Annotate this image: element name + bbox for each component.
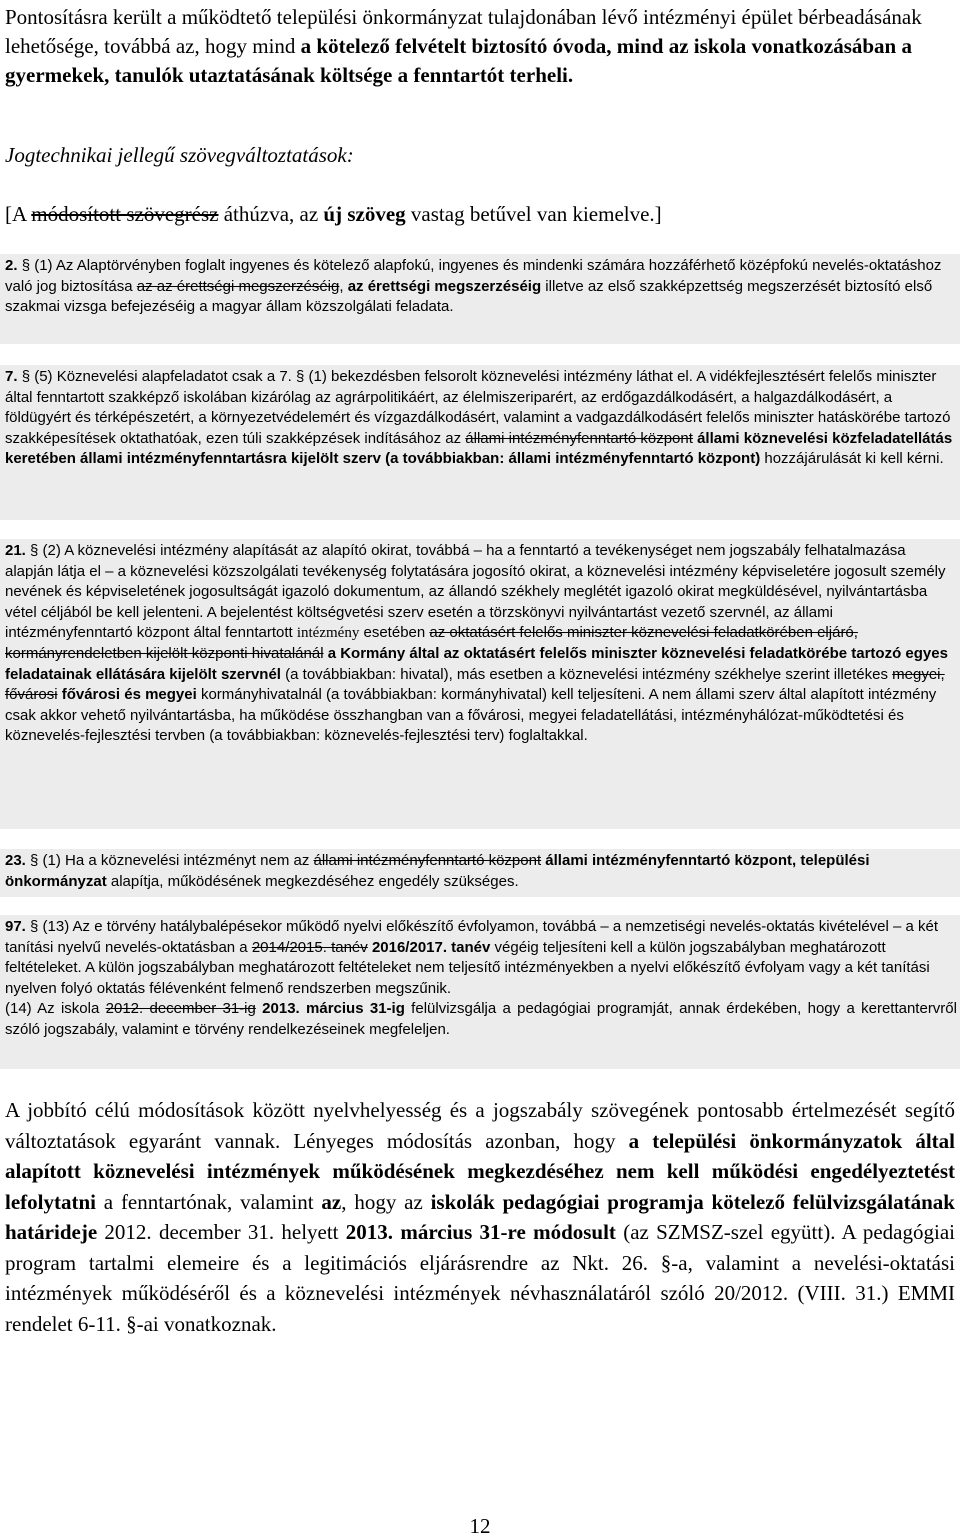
- new-text: az érettségi megszerzéséig: [347, 277, 542, 295]
- struck-text: állami intézményfenntartó központ: [465, 429, 693, 447]
- struck-text: állami intézményfenntartó központ: [313, 852, 542, 869]
- new-text: állami intézményfenntartó központ, települési önkormányzat: [5, 852, 870, 890]
- section-number: 7.: [5, 368, 18, 385]
- struck-text: 2014/2015. tanév: [251, 938, 368, 956]
- new-text: 2013. március 31-ig: [262, 1000, 405, 1018]
- intro-text: Pontosításra került a működtető települési önkormányzat tulajdonában lévő intézményi épület bérbeadásának lehetősége, továbbá az, hogy mind: [5, 5, 922, 58]
- amendment-section-2: 2. § (1) Az Alaptörvényben foglalt ingyenes és kötelező alapfokú, ingyenes és mindenki számára hozzáférhető középfokú nevelés-oktatáshoz való jog biztosítása az az érettségi megszerzéséig, az érettségi megszerzéséig illetve az első szakképzettség megszerzését biztosító első szakmai vizsga befejezéséig a magyar állam közszolgálati feladata.: [5, 257, 942, 316]
- page-number: 12: [469, 1514, 491, 1538]
- section-number: 97.: [5, 918, 26, 935]
- struck-text: az az érettségi megszerzéséig: [136, 277, 340, 295]
- intro-bold-text: a kötelező felvételt biztosító óvoda, mind az iskola vonatkozásában a gyermekek, tanulók utaztatásának költsége a fenntartót terheli.: [5, 34, 912, 87]
- section-number: 2.: [5, 257, 18, 274]
- legend-bold-text: új szöveg: [323, 202, 406, 226]
- section-number: 23.: [5, 852, 26, 869]
- legend-struck-text: módosított szövegrész: [31, 202, 219, 226]
- legend-note: [A módosított szövegrész áthúzva, az új szöveg vastag betűvel van kiemelve.]: [5, 202, 662, 226]
- struck-text: megyei, fővárosi: [5, 665, 945, 704]
- amendment-section-21: 21. § (2) A köznevelési intézmény alapítását az alapító okirat, továbbá – ha a fenntartó a tevékenységet nem jogszabály felhatalmazása alapján látja el – a köznevelési közszolgálati tevékenység folytatására jogosító okirat, a köznevelési intézmény képviseletére jogosult személy nevének és képviseletének jogosultságát igazoló dokumentum, az állandó székhely meglétét igazoló okirat megküldésével, nyilvántartásba vétel céljából be kell jelenteni. A bejelentést költségvetési szerv esetén a törzskönyvi nyilvántartást vezető szervnél, az állami intézményfenntartó központ által fenntartott intézmény esetében az oktatásért felelős miniszter köznevelési feladatkörében eljáró, kormányrendeletben kijelölt központi hivatalánál a Kormány által az oktatásért felelős miniszter köznevelési feladatkörébe tartozó egyes feladatainak ellátására kijelölt szervnél (a továbbiakban: hivatal), más esetben a köznevelési intézmény székhelye szerint illetékes megyei, fővárosi fővárosi és megyei kormányhivatalnál (a továbbiakban: kormányhivatal) kell teljesíteni. A nem állami szerv által alapított intézmény csak akkor vehető nyilvántartásba, ha működése összhangban van a fővárosi, megyei feladatellátási, intézményhálózat-működtetési és köznevelés-fejlesztési tervben (a továbbiakban: köznevelés-fejlesztési terv) foglaltakkal.: [5, 542, 948, 745]
- intro-paragraph: [5, 3, 953, 90]
- new-text: 2016/2017. tanév: [371, 938, 491, 956]
- section-97-paragraph-14: (14) Az iskola 2012. december 31-ig 2013. március 31-ig felülvizsgálja a pedagógiai programját, annak érdekében, hogy a kerettantervről szóló jogszabály, valamint e törvény rendelkezéseinek megfeleljen.: [5, 1000, 957, 1038]
- amendment-section-7: 7. § (5) Köznevelési alapfeladatot csak a 7. § (1) bekezdésben felsorolt köznevelési intézmény láthat el. A vidékfejlesztésért felelős miniszter által fenntartott szakképző iskolában kizárólag az agrárpolitikáért, az élelmiszeriparért, az erdőgazdálkodásért, a halgazdálkodásért, a földügyért és térképészetért, a környezetvédelemért és vízgazdálkodásért, valamint a vadgazdálkodásért felelős miniszter hatáskörébe tartozó szakképesítések oktathatóak, ezen túli szakképzések indításához az állami intézményfenntartó központ állami köznevelési közfeladatellátás keretében állami intézményfenntartásra kijelölt szerv (a továbbiakban: állami intézményfenntartó központ) hozzájárulását ki kell kérni.: [5, 368, 953, 468]
- new-text: fővárosi és megyei: [61, 686, 197, 704]
- section-number: 21.: [5, 542, 26, 559]
- new-text: állami köznevelési közfeladatellátás keretében állami intézményfenntartásra kijelölt szerv (a továbbiakban: állami intézményfenntartó központ): [5, 429, 953, 468]
- new-text: a Kormány által az oktatásért felelős miniszter köznevelési feladatkörébe tartozó egyes feladatainak ellátására kijelölt szervnél: [5, 644, 948, 683]
- amendment-section-97: [5, 917, 957, 1041]
- struck-text: 2012. december 31-ig: [105, 1000, 256, 1018]
- section-heading: Jogtechnikai jellegű szövegváltoztatások:: [5, 143, 354, 167]
- section-97-paragraph-13: 97. § (13) Az e törvény hatálybalépésekor működő nyelvi előkészítő évfolyamon, továbbá – a nemzetiségi nevelés-oktatás kivételével – a két tanítási nyelvű nevelés-oktatásban a 2014/2015. tanév 2016/2017. tanév végéig teljesíteni kell a külön jogszabályban meghatározott feltételeket. A külön jogszabályban meghatározott feltételeket nem teljesítő intézményekben a nyelvi előkészítő évfolyam vagy a két tanítási nyelven folyó oktatás félévenként felmenő rendszerben megszűnik.: [5, 918, 939, 997]
- closing-paragraph: A jobbító célú módosítások között nyelvhelyesség és a jogszabály szövegének pontosabb értelmezését segítő változtatások egyaránt vannak. Lényeges módosítás azonban, hogy a települési önkormányzatok által alapított köznevelési intézmények működésének megkezdéséhez nem kell működési engedélyeztetést lefolytatni a fenntartónak, valamint az, hogy az iskolák pedagógiai programja kötelező felülvizsgálatának határideje 2012. december 31. helyett 2013. március 31-re módosult (az SZMSZ-szel együtt). A pedagógiai program tartalmi elemeire és a legitimációs eljárásrendre az Nkt. 26. §-a, valamint a nevelési-oktatási intézmények működéséről és a köznevelési intézmények névhasználatáról szóló 20/2012. (VIII. 31.) EMMI rendelet 6-11. §-ai vonatkoznak.: [5, 1098, 955, 1336]
- struck-text: az oktatásért felelős miniszter köznevelési feladatkörében eljáró, kormányrendeletben kijelölt központi hivatalánál: [5, 624, 858, 662]
- amendment-section-23: 23. § (1) Ha a köznevelési intézményt nem az állami intézményfenntartó központ állami intézményfenntartó központ, települési önkormányzat alapítja, működésének megkezdéséhez engedély szükséges.: [5, 852, 870, 890]
